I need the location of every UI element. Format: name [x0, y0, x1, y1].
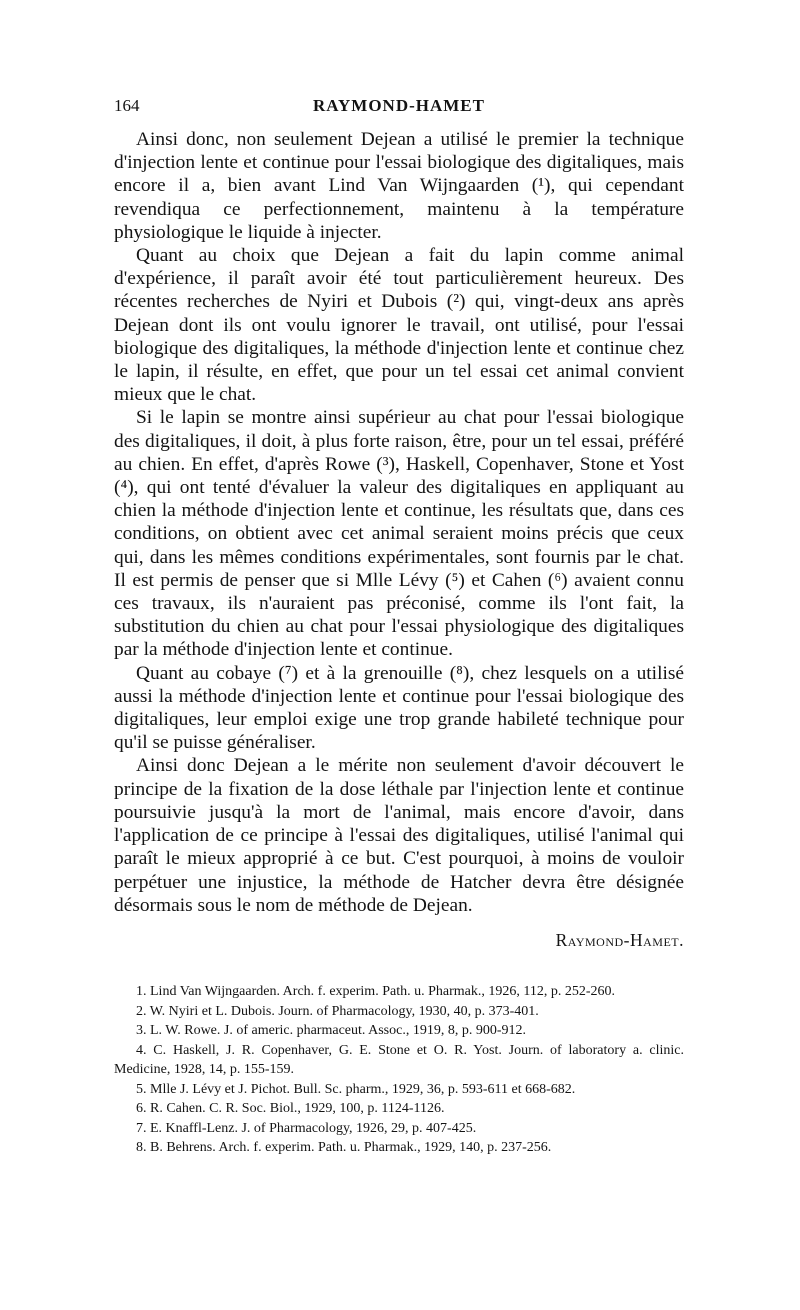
paragraph: Quant au choix que Dejean a fait du lapin comme animal d'expérience, il paraît avoir été tout particulièrement heureux. Des récentes recherches de Nyiri et Dubois (²) qui, vingt-deux ans après Dejean dont ils ont voulu ignorer le travail, ont utilisé, pour l'essai biologique des digitaliques, la méthode d'injection lente et continue chez le lapin, il résulte, en effet, que pour un tel essai cet animal convient mieux que le chat.	[114, 245, 684, 406]
footnote: 7. E. Knaffl-Lenz. J. of Pharmacology, 1926, 29, p. 407-425.	[136, 1120, 477, 1136]
paragraph: Ainsi donc Dejean a le mérite non seulement d'avoir découvert le principe de la fixation de la dose léthale par l'injection lente et continue poursuivie jusqu'à la mort de l'animal, mais encore d'avoir, dans l'application de ce principe à l'essai des digitaliques, utilisé l'animal qui paraît le mieux approprié à ce but. C'est pourquoi, à moins de vouloir perpétuer une injustice, la méthode de Hatcher devra être désignée désormais sous le nom de méthode de Dejean.	[114, 755, 684, 916]
author-signature: Raymond-Hamet.	[555, 930, 684, 950]
footnote: 2. W. Nyiri et L. Dubois. Journ. of Pharmacology, 1930, 40, p. 373-401.	[136, 1003, 539, 1019]
article-body	[114, 128, 684, 917]
footnotes	[114, 982, 684, 1158]
footnote: 1. Lind Van Wijngaarden. Arch. f. experim. Path. u. Pharmak., 1926, 112, p. 252-260.	[136, 984, 615, 999]
page-header	[114, 96, 684, 118]
footnote: 6. R. Cahen. C. R. Soc. Biol., 1929, 100, p. 1124-1126.	[136, 1101, 445, 1116]
footnote: 3. L. W. Rowe. J. of americ. pharmaceut. Assoc., 1919, 8, p. 900-912.	[136, 1023, 526, 1038]
footnote: 8. B. Behrens. Arch. f. experim. Path. u. Pharmak., 1929, 140, p. 237-256.	[136, 1140, 552, 1155]
running-head: RAYMOND-HAMET	[313, 96, 485, 115]
footnote: 5. Mlle J. Lévy et J. Pichot. Bull. Sc. pharm., 1929, 36, p. 593-611 et 668-682.	[136, 1081, 576, 1097]
footnote: 4. C. Haskell, J. R. Copenhaver, G. E. Stone et O. R. Yost. Journ. of laboratory a. clinic. Medicine, 1928, 14, p. 155-159.	[114, 1042, 684, 1077]
page-number: 164	[114, 96, 140, 115]
paragraph: Ainsi donc, non seulement Dejean a utilisé le premier la technique d'injection lente et continue pour l'essai biologique des digitaliques, mais encore il a, bien avant Lind Van Wijngaarden (¹), qui cependant revendiqua ce perfectionnement, maintenu à la température physiologique le liquide à injecter.	[114, 129, 684, 243]
paragraph: Quant au cobaye (⁷) et à la grenouille (⁸), chez lesquels on a utilisé aussi la méthode d'injection lente et continue pour l'essai biologique des digitaliques, leur emploi exige une trop grande habileté technique pour qu'il se puisse généraliser.	[114, 662, 684, 754]
paragraph: Si le lapin se montre ainsi supérieur au chat pour l'essai biologique des digitaliques, il doit, à plus forte raison, être, pour un tel essai, préféré au chien. En effet, d'après Rowe (³), Haskell, Copenhaver, Stone et Yost (⁴), qui ont tenté d'évaluer la valeur des digitaliques en appliquant au chien la méthode d'injection lente et continue, les résultats que, dans ces conditions, on obtient avec cet animal seraient moins précis que ceux qui, dans les mêmes conditions expérimentales, sont fournis par le chat. Il est permis de penser que si Mlle Lévy (⁵) et Cahen (⁶) avaient connu ces travaux, ils n'auraient pas préconisé, comme ils l'ont fait, la substitution du chien au chat pour l'essai physiologique des digitaliques par la méthode d'injection lente et continue.	[114, 407, 684, 661]
